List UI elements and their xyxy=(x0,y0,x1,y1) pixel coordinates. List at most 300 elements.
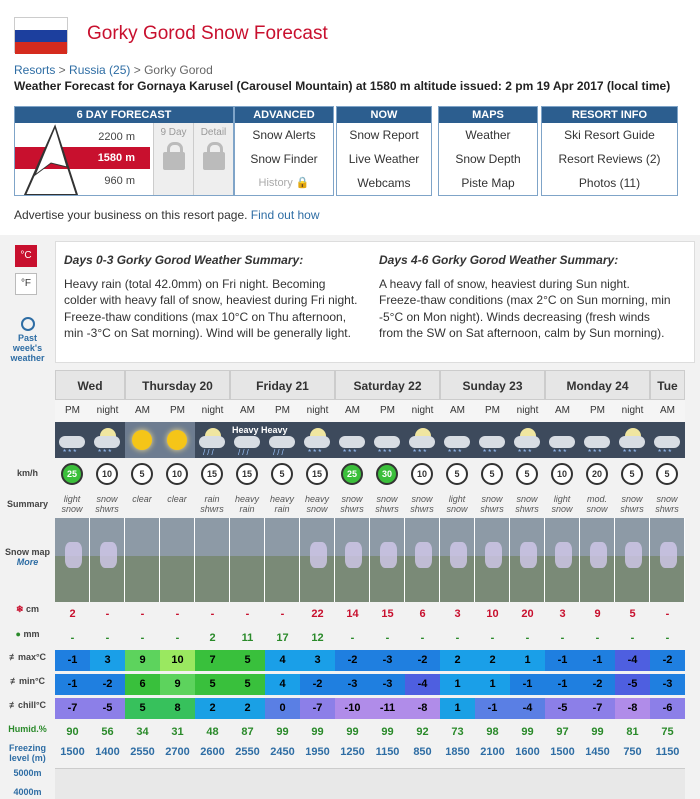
max-c-cell: -1 xyxy=(545,650,580,671)
max-c-cell: 7 xyxy=(195,650,230,671)
summary-left-text: Heavy rain (total 42.0mm) on Fri night. Becoming colder with heavy fall of snow, heaviest during Fri night. Freeze-thaw conditions (max 10°C on Thu afternoon, min -3°C on Sat morning). Wind will be generally light. xyxy=(64,276,358,340)
wind-arrow-icon: 10 xyxy=(166,463,188,485)
page-title: Gorky Gorod Snow Forecast xyxy=(87,23,328,44)
snow-map-thumbnail[interactable] xyxy=(265,518,300,602)
humid-cell: 48 xyxy=(195,722,230,743)
chill-c-cell: -1 xyxy=(475,698,510,719)
wind-indicator xyxy=(510,461,544,491)
clock-icon xyxy=(21,317,35,331)
summary-row-label: Summary xyxy=(6,499,49,509)
chill-c-cell: -4 xyxy=(510,698,545,719)
cloud-icon xyxy=(59,436,85,448)
lock-icon xyxy=(203,152,225,170)
detail-label: Detail xyxy=(200,127,227,138)
min-c-cell: 9 xyxy=(160,674,195,695)
snowmap-row-label xyxy=(0,547,55,567)
wind-indicator xyxy=(335,461,369,491)
weather-icon xyxy=(475,422,510,458)
cloud-icon xyxy=(234,436,260,448)
snowmap-more-link[interactable]: More xyxy=(16,557,39,567)
wind-arrow-icon: 15 xyxy=(201,463,223,485)
wind-arrow-icon: 15 xyxy=(306,463,328,485)
breadcrumb-separator: > xyxy=(55,63,70,77)
chill-c-cell: 2 xyxy=(195,698,230,719)
weather-summary-text: mod. snow xyxy=(586,494,608,514)
level-bar xyxy=(90,768,125,799)
weather-summary-text: snow shwrs xyxy=(480,494,504,514)
chill-c-cell: -6 xyxy=(650,698,685,719)
level-bar xyxy=(230,768,265,799)
day-header[interactable]: Saturday 22 xyxy=(335,370,440,400)
cloud-icon xyxy=(304,436,330,448)
level-bar xyxy=(545,768,580,799)
raindrop-icon: ● xyxy=(15,629,21,639)
rain-mm-cell: - xyxy=(440,628,475,649)
snow-map-thumbnail[interactable] xyxy=(160,518,195,602)
max-c-cell: 10 xyxy=(160,650,195,671)
humid-cell: 99 xyxy=(580,722,615,743)
map-snow-overlay xyxy=(310,542,327,568)
humid-cell: 99 xyxy=(265,722,300,743)
wind-arrow-icon: 10 xyxy=(551,463,573,485)
weather-icon xyxy=(615,422,650,458)
webcams-link[interactable]: Webcams xyxy=(357,176,411,190)
rain-unit: mm xyxy=(23,629,40,639)
day-header[interactable]: Friday 21 xyxy=(230,370,335,400)
min-c-cell: -3 xyxy=(335,674,370,695)
snow-cm-cell: 15 xyxy=(370,604,405,625)
chill-c-cell: -7 xyxy=(580,698,615,719)
precip-icon: *** xyxy=(658,448,674,457)
level-bar xyxy=(475,768,510,799)
snow-map-thumbnail[interactable] xyxy=(370,518,405,602)
wind-arrow-icon: 10 xyxy=(411,463,433,485)
freeze-cell: 2450 xyxy=(265,742,300,763)
precip-icon: *** xyxy=(63,448,79,457)
chill-c-cell: 8 xyxy=(160,698,195,719)
weather-summary-text: snow shwrs xyxy=(515,494,539,514)
freeze-cell: 1450 xyxy=(580,742,615,763)
cloud-icon xyxy=(619,436,645,448)
level-5000-label: 5000m xyxy=(13,768,42,778)
thermometer-icon: ≢ xyxy=(8,700,18,710)
weather-summary-text: snow shwrs xyxy=(375,494,399,514)
weather-summary-text: snow shwrs xyxy=(95,494,119,514)
map-snow-overlay xyxy=(625,542,642,568)
altitude-top[interactable]: 2200 m xyxy=(98,131,135,143)
map-land xyxy=(195,556,229,602)
cloud-icon xyxy=(409,436,435,448)
min-c-cell: -5 xyxy=(615,674,650,695)
wind-arrow-icon: 5 xyxy=(621,463,643,485)
weather-icon xyxy=(440,422,475,458)
humid-cell: 34 xyxy=(125,722,160,743)
past-weather-label: Past week's weather xyxy=(10,333,45,363)
min-c-cell: 1 xyxy=(440,674,475,695)
period-label: night xyxy=(615,400,650,422)
cloud-icon xyxy=(339,436,365,448)
map-land xyxy=(265,556,299,602)
chill-c-cell: -5 xyxy=(545,698,580,719)
snowflake-icon: ❄ xyxy=(15,604,24,614)
weather-icon xyxy=(405,422,440,458)
snow-map-thumbnail[interactable] xyxy=(475,518,510,602)
min-c-cell: -1 xyxy=(55,674,90,695)
level-bar xyxy=(55,768,90,799)
level-bar xyxy=(160,768,195,799)
weather-summary-text: snow shwrs xyxy=(410,494,434,514)
period-label: AM xyxy=(545,400,580,422)
weather-map-link[interactable]: Weather xyxy=(465,128,511,142)
snow-map-thumbnail[interactable] xyxy=(335,518,370,602)
precip-icon: *** xyxy=(308,448,324,457)
day-header[interactable]: Thursday 20 xyxy=(125,370,230,400)
snow-cm-cell: 10 xyxy=(475,604,510,625)
max-c-cell: 3 xyxy=(300,650,335,671)
map-snow-overlay xyxy=(450,542,467,568)
day-header[interactable]: Monday 24 xyxy=(545,370,650,400)
snow-finder-link[interactable]: Snow Finder xyxy=(250,152,318,166)
snow-cm-cell: 2 xyxy=(55,604,90,625)
freeze-cell: 1850 xyxy=(440,742,475,763)
min-c-cell: -2 xyxy=(90,674,125,695)
weather-summary-text: snow shwrs xyxy=(620,494,644,514)
wind-indicator xyxy=(370,461,404,491)
max-c-cell: 4 xyxy=(265,650,300,671)
precip-icon: /// xyxy=(203,448,216,457)
celsius-button[interactable]: °C xyxy=(15,245,37,267)
rain-mm-cell: - xyxy=(510,628,545,649)
precip-icon: *** xyxy=(448,448,464,457)
summary-days-4-6 xyxy=(379,252,674,342)
weather-summary-text: clear xyxy=(132,494,152,504)
history-link[interactable] xyxy=(235,171,333,195)
wind-arrow-icon: 25 xyxy=(61,463,83,485)
period-label: PM xyxy=(475,400,510,422)
level-bar xyxy=(510,768,545,799)
humidity-row-label: Humid.% xyxy=(8,724,47,734)
map-land xyxy=(230,556,264,602)
snow-cm-cell: 14 xyxy=(335,604,370,625)
min-c-cell: -4 xyxy=(405,674,440,695)
day-header[interactable]: Wed xyxy=(55,370,125,400)
ski-resort-guide-link[interactable]: Ski Resort Guide xyxy=(564,128,655,142)
wind-indicator xyxy=(160,461,194,491)
thermometer-icon: ≢ xyxy=(8,652,18,662)
wind-indicator xyxy=(650,461,684,491)
period-label: PM xyxy=(55,400,90,422)
freeze-cell: 2100 xyxy=(475,742,510,763)
map-snow-overlay xyxy=(380,542,397,568)
min-c-cell: 1 xyxy=(475,674,510,695)
max-c-cell: -2 xyxy=(335,650,370,671)
rain-mm-cell: - xyxy=(545,628,580,649)
freeze-cell: 1600 xyxy=(510,742,545,763)
level-bar xyxy=(615,768,650,799)
snow-cm-cell: 3 xyxy=(545,604,580,625)
level-4000-label: 4000m xyxy=(13,787,42,797)
map-snow-overlay xyxy=(590,542,607,568)
snow-map-thumbnail[interactable] xyxy=(230,518,265,602)
nine-day-label: 9 Day xyxy=(160,127,187,138)
wind-indicator xyxy=(545,461,579,491)
max-c-cell: -3 xyxy=(370,650,405,671)
breadcrumb-resorts[interactable]: Resorts xyxy=(14,63,56,77)
snow-map-thumbnail[interactable] xyxy=(440,518,475,602)
cloud-icon xyxy=(269,436,295,448)
snow-map-thumbnail[interactable] xyxy=(510,518,545,602)
snow-cm-cell: - xyxy=(195,604,230,625)
piste-map-link[interactable]: Piste Map xyxy=(461,176,515,190)
period-label: AM xyxy=(650,400,685,422)
summary-days-0-3 xyxy=(64,252,359,342)
rain-mm-cell: - xyxy=(125,628,160,649)
chill-c-cell: 2 xyxy=(230,698,265,719)
resort-reviews-link[interactable]: Resort Reviews (2) xyxy=(558,152,661,166)
max-c-cell: -1 xyxy=(55,650,90,671)
cloud-icon xyxy=(444,436,470,448)
six-day-forecast-box xyxy=(14,106,234,196)
max-c-cell: 2 xyxy=(440,650,475,671)
breadcrumb-country[interactable]: Russia (25) xyxy=(69,63,131,77)
snow-map-thumbnail[interactable] xyxy=(90,518,125,602)
wind-arrow-icon: 5 xyxy=(271,463,293,485)
rain-mm-cell: 17 xyxy=(265,628,300,649)
snow-map-thumbnail[interactable] xyxy=(195,518,230,602)
cloud-icon xyxy=(549,436,575,448)
advert-link[interactable]: Find out how xyxy=(250,208,320,222)
wind-arrow-icon: 15 xyxy=(236,463,258,485)
wind-arrow-icon: 10 xyxy=(96,463,118,485)
wind-indicator xyxy=(125,461,159,491)
breadcrumb-current: Gorky Gorod xyxy=(144,63,213,77)
level-bar xyxy=(335,768,370,799)
wind-indicator xyxy=(580,461,614,491)
rain-mm-cell: - xyxy=(335,628,370,649)
max-c-cell: 2 xyxy=(475,650,510,671)
weather-icon xyxy=(510,422,545,458)
page-header xyxy=(14,14,686,59)
rain-mm-cell: - xyxy=(615,628,650,649)
freeze-cell: 2600 xyxy=(195,742,230,763)
freeze-cell: 1400 xyxy=(90,742,125,763)
wind-indicator xyxy=(230,461,264,491)
day-header[interactable]: Sunday 23 xyxy=(440,370,545,400)
snow-cm-cell: 6 xyxy=(405,604,440,625)
day-header[interactable]: Tue xyxy=(650,370,685,400)
altitude-selector[interactable] xyxy=(15,123,150,195)
max-c-cell: -4 xyxy=(615,650,650,671)
max-c-cell: 9 xyxy=(125,650,160,671)
precip-icon: *** xyxy=(483,448,499,457)
period-label: AM xyxy=(335,400,370,422)
snow-map-thumbnail[interactable] xyxy=(580,518,615,602)
weather-summary-text: light snow xyxy=(551,494,573,514)
min-c-cell: -3 xyxy=(370,674,405,695)
wind-indicator xyxy=(615,461,649,491)
photos-link[interactable]: Photos (11) xyxy=(578,176,641,190)
weather-summary-text: snow shwrs xyxy=(340,494,364,514)
snow-map-thumbnail[interactable] xyxy=(55,518,90,602)
rain-mm-cell: - xyxy=(370,628,405,649)
min-c-cell: -1 xyxy=(510,674,545,695)
advanced-box xyxy=(234,106,334,196)
freeze-cell: 2550 xyxy=(125,742,160,763)
max-c-cell: 1 xyxy=(510,650,545,671)
wind-indicator xyxy=(440,461,474,491)
past-weather-link[interactable] xyxy=(5,317,50,363)
snow-cm-cell: 9 xyxy=(580,604,615,625)
map-snow-overlay xyxy=(485,542,502,568)
weather-summary-text: snow shwrs xyxy=(655,494,679,514)
map-land xyxy=(160,556,194,602)
humid-cell: 31 xyxy=(160,722,195,743)
humid-cell: 75 xyxy=(650,722,685,743)
snow-cm-cell: - xyxy=(650,604,685,625)
level-bar xyxy=(370,768,405,799)
snow-cm-cell: 22 xyxy=(300,604,335,625)
chill-c-cell: -7 xyxy=(300,698,335,719)
nine-day-locked[interactable] xyxy=(153,123,193,195)
snow-map-thumbnail[interactable] xyxy=(405,518,440,602)
freeze-cell: 1500 xyxy=(545,742,580,763)
map-land xyxy=(125,556,159,602)
weather-icon xyxy=(125,422,160,458)
chill-c-cell: -8 xyxy=(405,698,440,719)
humid-cell: 99 xyxy=(335,722,370,743)
snow-map-thumbnail[interactable] xyxy=(545,518,580,602)
freezing-row-label: Freezing level (m) xyxy=(8,743,46,763)
fahrenheit-button[interactable]: °F xyxy=(15,273,37,295)
wind-arrow-icon: 5 xyxy=(446,463,468,485)
maps-box xyxy=(438,106,538,196)
snow-depth-link[interactable]: Snow Depth xyxy=(455,152,521,166)
level-bar xyxy=(300,768,335,799)
snowmap-label: Snow map xyxy=(4,547,50,557)
weather-summary-text: rain shwrs xyxy=(200,494,224,514)
weather-summary-text: heavy rain xyxy=(234,494,260,514)
snow-map-thumbnail[interactable] xyxy=(615,518,650,602)
altitude-bottom[interactable]: 960 m xyxy=(104,175,135,187)
max-unit: max°C xyxy=(17,652,47,662)
min-c-cell: -2 xyxy=(300,674,335,695)
level-bar xyxy=(195,768,230,799)
max-c-cell: -2 xyxy=(650,650,685,671)
chill-c-cell: 0 xyxy=(265,698,300,719)
altitude-mid[interactable]: 1580 m xyxy=(97,152,135,164)
chill-unit: chill°C xyxy=(17,700,47,710)
wind-arrow-icon: 30 xyxy=(376,463,398,485)
map-snow-overlay xyxy=(415,542,432,568)
min-c-cell: -2 xyxy=(580,674,615,695)
min-c-cell: 4 xyxy=(265,674,300,695)
precip-icon: *** xyxy=(553,448,569,457)
freeze-cell: 750 xyxy=(615,742,650,763)
level-bar xyxy=(405,768,440,799)
weather-icon xyxy=(580,422,615,458)
humid-cell: 92 xyxy=(405,722,440,743)
period-label: night xyxy=(195,400,230,422)
sun-icon xyxy=(132,430,152,450)
wind-arrow-icon: 5 xyxy=(481,463,503,485)
wind-row-label: km/h xyxy=(16,468,38,478)
snow-map-thumbnail[interactable] xyxy=(650,518,685,602)
wind-arrow-icon: 25 xyxy=(341,463,363,485)
freeze-cell: 1500 xyxy=(55,742,90,763)
snow-map-thumbnail[interactable] xyxy=(300,518,335,602)
chill-c-cell: 5 xyxy=(125,698,160,719)
freeze-cell: 2700 xyxy=(160,742,195,763)
rain-mm-cell: - xyxy=(405,628,440,649)
map-snow-overlay xyxy=(65,542,82,568)
snow-cm-cell: - xyxy=(160,604,195,625)
snow-cm-cell: - xyxy=(90,604,125,625)
humid-cell: 99 xyxy=(370,722,405,743)
wind-indicator xyxy=(300,461,334,491)
min-unit: min°C xyxy=(18,676,46,686)
weather-icon xyxy=(335,422,370,458)
advanced-header: ADVANCED xyxy=(235,107,333,123)
weather-summary-text: light snow xyxy=(446,494,468,514)
weather-summary-text: light snow xyxy=(61,494,83,514)
live-weather-link[interactable]: Live Weather xyxy=(348,152,420,166)
freeze-cell: 850 xyxy=(405,742,440,763)
humid-cell: 81 xyxy=(615,722,650,743)
min-c-cell: 5 xyxy=(230,674,265,695)
freeze-cell: 1250 xyxy=(335,742,370,763)
wind-arrow-icon: 5 xyxy=(656,463,678,485)
weather-icon xyxy=(650,422,685,458)
now-box xyxy=(336,106,432,196)
chill-c-cell: -7 xyxy=(55,698,90,719)
weather-icon xyxy=(545,422,580,458)
snow-map-thumbnail[interactable] xyxy=(125,518,160,602)
min-c-cell: -1 xyxy=(545,674,580,695)
detail-locked[interactable] xyxy=(193,123,233,195)
rain-mm-cell: - xyxy=(55,628,90,649)
min-c-cell: -3 xyxy=(650,674,685,695)
humid-cell: 99 xyxy=(300,722,335,743)
rain-mm-cell: 11 xyxy=(230,628,265,649)
russia-flag-icon xyxy=(14,17,68,53)
precip-icon: *** xyxy=(623,448,639,457)
precip-icon: /// xyxy=(238,448,251,457)
period-label: night xyxy=(510,400,545,422)
wind-indicator xyxy=(55,461,89,491)
humid-cell: 97 xyxy=(545,722,580,743)
period-label: AM xyxy=(440,400,475,422)
humid-cell: 90 xyxy=(55,722,90,743)
rain-mm-cell: - xyxy=(90,628,125,649)
history-label: History xyxy=(258,177,293,189)
heavy-rain-label: Heavy Heavy xyxy=(232,425,288,435)
min-c-cell: 5 xyxy=(195,674,230,695)
snow-report-link[interactable]: Snow Report xyxy=(349,128,419,142)
resort-info-header: RESORT INFO xyxy=(542,107,677,123)
min-c-cell: 6 xyxy=(125,674,160,695)
precip-icon: *** xyxy=(588,448,604,457)
weather-icon xyxy=(300,422,335,458)
wind-indicator xyxy=(265,461,299,491)
humid-cell: 98 xyxy=(475,722,510,743)
summary-left-title: Days 0-3 Gorky Gorod Weather Summary: xyxy=(64,253,304,267)
level-bar xyxy=(265,768,300,799)
freeze-cell: 1150 xyxy=(650,742,685,763)
lock-icon xyxy=(163,152,185,170)
snow-alerts-link[interactable]: Snow Alerts xyxy=(252,128,316,142)
chill-c-cell: -8 xyxy=(615,698,650,719)
max-c-cell: 5 xyxy=(230,650,265,671)
